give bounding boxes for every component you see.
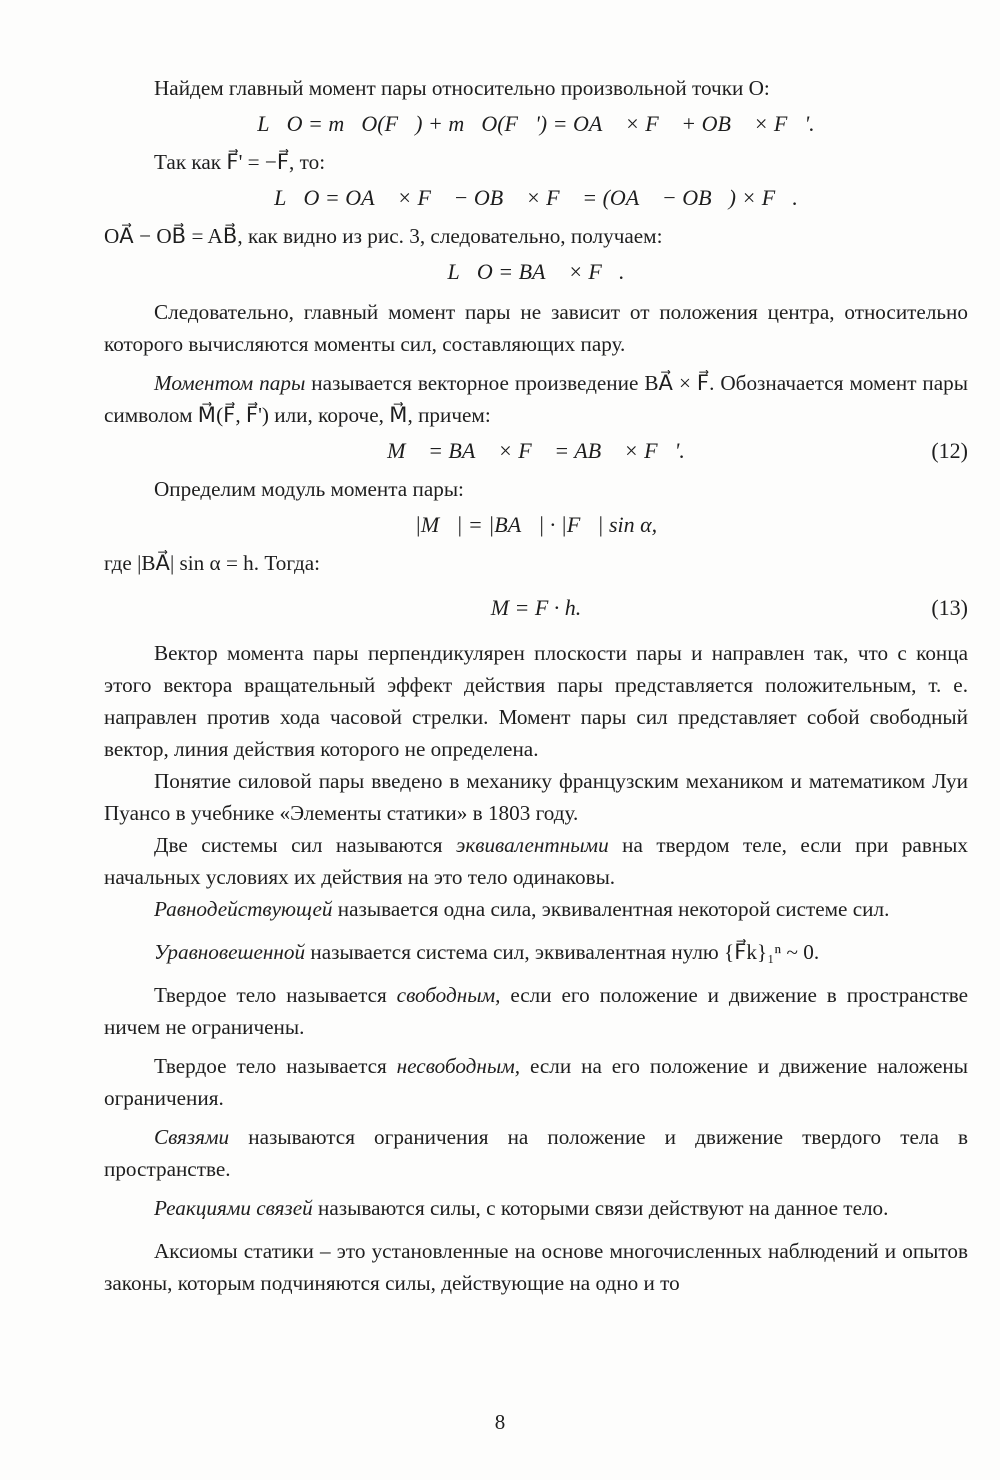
paragraph-definition-constraints — [104, 1121, 968, 1185]
paragraph-text: на твердом теле, если при равных начальных условиях их действия на это тело одинаковы. — [104, 833, 968, 889]
paragraph-definition-free — [104, 979, 968, 1043]
paragraph-definition-reactions — [104, 1192, 968, 1224]
equation-number: (12) — [931, 438, 968, 463]
paragraph-definition-resultant — [104, 893, 968, 925]
paragraph-definition-equivalent — [104, 829, 968, 893]
paragraph: Так как F⃗' = −F⃗, то: — [154, 150, 326, 174]
paragraph: Найдем главный момент пары относительно произвольной точки O: — [154, 76, 770, 100]
paragraph-text: если на его положение и движение наложены ограничения. — [104, 1054, 968, 1110]
term-constraints: Связями — [154, 1125, 230, 1149]
page-number: 8 — [494, 1410, 506, 1434]
paragraph-text: если его положение и движение в пространстве ничем не ограничены. — [104, 983, 968, 1039]
paragraph-text: называются силы, с которыми связи действуют на данное тело. — [312, 1196, 889, 1220]
paragraph: Аксиомы статики – это установленные на основе многочисленных наблюдений и опытов законы, которым подчиняются силы, действующие на одно и то — [104, 1239, 968, 1295]
formula-12 — [104, 434, 968, 468]
term-free: свободным, — [396, 983, 501, 1007]
page-content — [104, 72, 968, 1299]
formula-main-moment-difference: L⃗O = OA⃗ × F⃗ − OB⃗ × F⃗ = (OA⃗ − OB⃗) × F⃗. — [274, 185, 798, 210]
term-balanced: Уравновешенной — [154, 940, 306, 964]
paragraph-text: Две системы сил называются — [154, 833, 457, 857]
paragraph-definition-balanced — [104, 936, 968, 968]
formula-main-moment-result: L⃗O = BA⃗ × F⃗. — [447, 259, 625, 284]
formula-main-moment: L⃗O = m⃗O(F⃗) + m⃗O(F⃗') = OA⃗ × F⃗ + OB⃗ × F⃗'. — [257, 111, 815, 136]
paragraph-text: называются ограничения на положение и движение твердого тела в пространстве. — [104, 1125, 968, 1181]
paragraph: OA⃗ − OB⃗ = AB⃗, как видно из рис. 3, следовательно, получаем: — [104, 224, 663, 248]
paragraph-definition-moment — [104, 367, 968, 431]
paragraph-text: называется система сил, эквивалентная нулю {F⃗k}₁ⁿ ~ 0. — [305, 940, 820, 964]
formula-modulus: |M⃗| = |BA⃗| · |F⃗| sin α, — [414, 512, 658, 537]
paragraph: Вектор момента пары перпендикулярен плоскости пары и направлен так, что с конца этого вектора вращательный эффект действия пары представляется положительным, т. е. направлен против хода часовой стрелки. Момент пары сил представляет собой свободный вектор, линия действия которого не определена. — [104, 641, 968, 761]
term-resultant: Равнодействующей — [154, 897, 333, 921]
paragraph-text: называется одна сила, эквивалентная некоторой системе сил. — [332, 897, 890, 921]
paragraph: где |BA⃗| sin α = h. Тогда: — [104, 551, 321, 575]
formula-text: M⃗ = BA⃗ × F⃗ = AB⃗ × F⃗'. — [387, 438, 685, 463]
term-reactions: Реакциями связей — [154, 1196, 313, 1220]
paragraph-text: Твердое тело называется — [154, 1054, 397, 1078]
paragraph: Понятие силовой пары введено в механику французским механиком и математиком Луи Пуансо в учебнике «Элементы статики» в 1803 году. — [104, 769, 968, 825]
equation-number: (13) — [931, 595, 968, 620]
paragraph: Определим модуль момента пары: — [154, 477, 464, 501]
paragraph-text: называется векторное произведение BA⃗ × F⃗. Обозначается момент пары символом M⃗(F⃗, F⃗') или, короче, M⃗, причем: — [104, 371, 969, 427]
term-nonfree: несвободным, — [396, 1054, 521, 1078]
formula-13 — [104, 591, 968, 625]
formula-text: M = F · h. — [490, 595, 582, 620]
paragraph: Следовательно, главный момент пары не зависит от положения центра, относительно которого вычисляются моменты сил, составляющих пару. — [104, 300, 968, 356]
paragraph-definition-nonfree — [104, 1050, 968, 1114]
paragraph-text: Твердое тело называется — [154, 983, 397, 1007]
term-moment-of-pair: Моментом пары — [154, 371, 306, 395]
term-equivalent: эквивалентными — [456, 833, 609, 857]
